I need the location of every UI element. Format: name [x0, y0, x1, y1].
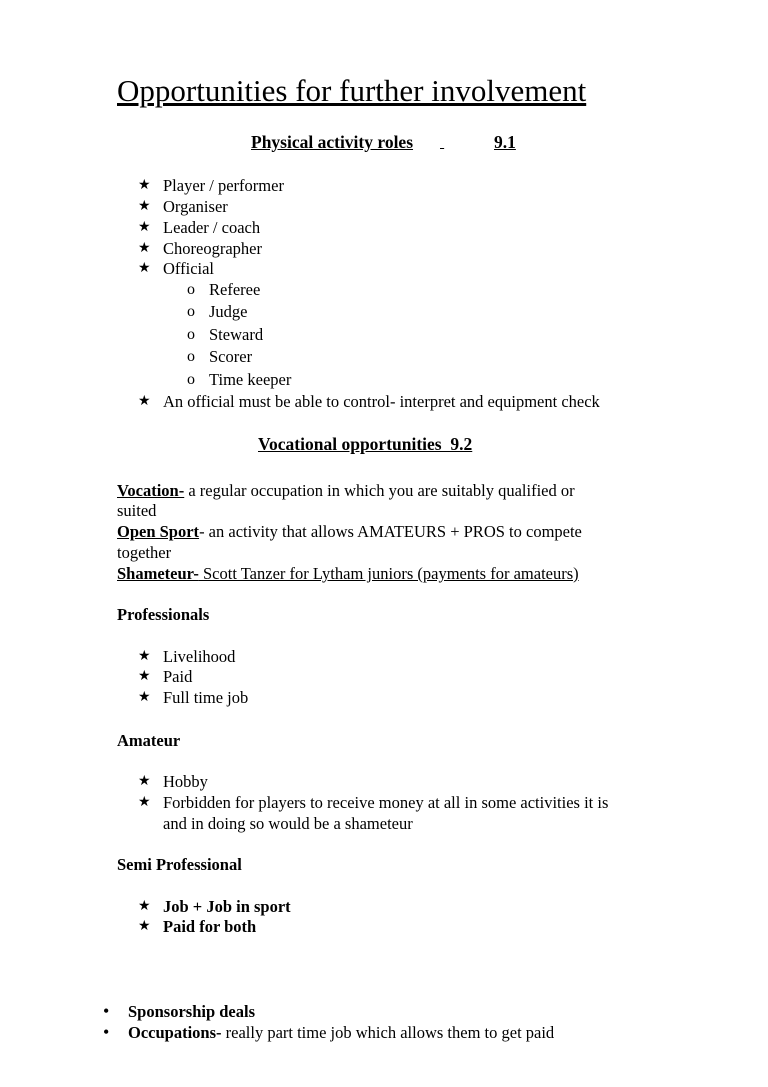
definition-term: Vocation- [117, 481, 185, 500]
list-item: Job + Job in sport [163, 897, 291, 916]
definition-shameteur [117, 564, 579, 584]
bullet-term: Sponsorship deals [128, 1002, 256, 1021]
bullet-icon: • [103, 1001, 110, 1021]
definition-text: - an activity that allows AMATEURS + PROS to compete [199, 522, 582, 541]
star-icon: ★ [138, 394, 151, 409]
definition-continuation: suited [117, 501, 157, 520]
star-icon: ★ [138, 795, 151, 810]
sub-list-item: Referee [209, 280, 261, 299]
circle-bullet-icon: o [187, 281, 195, 298]
definition-term: Shameteur- [117, 564, 199, 583]
bullet-item-sponsorship [128, 1002, 255, 1022]
circle-bullet-icon: o [187, 326, 195, 343]
star-icon: ★ [138, 261, 151, 276]
circle-bullet-icon: o [187, 303, 195, 320]
official-note: An official must be able to control- interpret and equipment check [163, 392, 600, 411]
semi-professional-heading: Semi Professional [117, 855, 242, 874]
circle-bullet-icon: o [187, 371, 195, 388]
amateur-heading: Amateur [117, 731, 181, 750]
list-item: Paid [163, 667, 193, 686]
star-icon: ★ [138, 919, 151, 934]
star-icon: ★ [138, 774, 151, 789]
section-heading-physical: Physical activity roles [251, 132, 414, 152]
star-icon: ★ [138, 178, 151, 193]
definition-text: a regular occupation in which you are suitably qualified or [184, 481, 575, 500]
star-icon: ★ [138, 241, 151, 256]
star-icon: ★ [138, 669, 151, 684]
list-item: Choreographer [163, 239, 262, 258]
heading-underline-gap [440, 132, 458, 152]
sub-list-item: Time keeper [209, 370, 292, 389]
list-item: Paid for both [163, 917, 257, 936]
definition-vocation [117, 481, 575, 501]
list-item: Organiser [163, 197, 228, 216]
definition-text: Scott Tanzer for Lytham juniors (payments for amateurs) [198, 564, 579, 583]
star-icon: ★ [138, 899, 151, 914]
list-item: Full time job [163, 688, 249, 707]
section-heading-vocational: Vocational opportunities 9.2 [258, 434, 473, 454]
sub-list-item: Steward [209, 325, 264, 344]
bullet-term: Occupations- [128, 1023, 222, 1042]
bullet-icon: • [103, 1022, 110, 1042]
star-icon: ★ [138, 199, 151, 214]
star-icon: ★ [138, 220, 151, 235]
section-number: 9.1 [494, 132, 516, 152]
page-title: Opportunities for further involvement [117, 73, 587, 108]
professionals-heading: Professionals [117, 605, 210, 624]
star-icon: ★ [138, 690, 151, 705]
bullet-text: really part time job which allows them to get paid [221, 1023, 555, 1042]
circle-bullet-icon: o [187, 348, 195, 365]
star-icon: ★ [138, 649, 151, 664]
definition-continuation: together [117, 543, 172, 562]
list-item: Hobby [163, 772, 208, 791]
list-item: Player / performer [163, 176, 284, 195]
bullet-item-occupations [128, 1023, 554, 1043]
list-item: Official [163, 259, 215, 278]
definition-open-sport [117, 522, 582, 542]
list-item: Leader / coach [163, 218, 261, 237]
definition-term: Open Sport [117, 522, 200, 541]
sub-list-item: Judge [209, 302, 248, 321]
list-item-continuation: and in doing so would be a shameteur [163, 814, 413, 833]
list-item: Forbidden for players to receive money at all in some activities it is [163, 793, 609, 812]
list-item: Livelihood [163, 647, 236, 666]
sub-list-item: Scorer [209, 347, 253, 366]
